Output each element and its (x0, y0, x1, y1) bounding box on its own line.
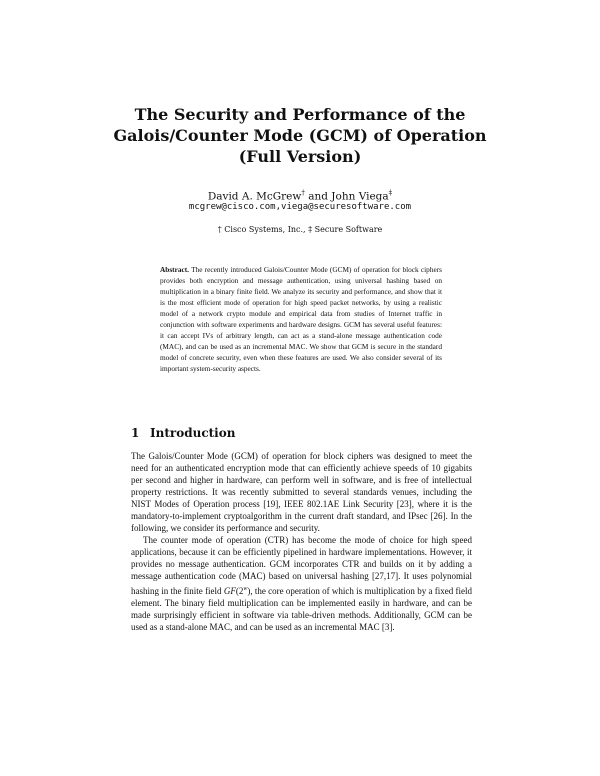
author-1-mark: † (301, 189, 305, 197)
abstract-label: Abstract. (160, 265, 189, 274)
author-2-mark: ‡ (388, 189, 393, 197)
paper-title (0, 104, 600, 167)
math-paren-open: (2 (235, 585, 244, 596)
section-heading-introduction (131, 426, 491, 440)
math-exponent-w: w (243, 585, 248, 592)
paragraph-1: The Galois/Counter Mode (GCM) of operation for block ciphers was designed to meet the need for an authenticated encryption mode that can efficiently achieve speeds of 10 gigabits per second and higher in hardware, can perform well in software, and is free of intellectual property restrictions. It was recently submitted to several standards venues, including the NIST Modes of Operation process [19], IEEE 802.1AE Link Security [23], where it is the mandatory-to-implement cryptoalgorithm in the current draft standard, and IPsec [26]. In the following, we consider its performance and security. (131, 451, 472, 534)
author-2-name: John Viega (331, 190, 389, 203)
paragraph-2 (131, 534, 472, 632)
author-1-name: David A. McGrew (207, 190, 302, 203)
math-gf: GF (223, 585, 236, 596)
author-conjunction: and (304, 190, 332, 203)
paragraph-2-text-b: , the core operation of which is multiplication by a fixed field element. The binary field multiplication can be implemented easily in hardware, and can be made surprisingly efficient in software via table-driven methods. Additionally, GCM can be used as a stand-alone MAC, and can be used as an incremental MAC [3]. (131, 585, 472, 632)
abstract-text: The recently introduced Galois/Counter Mode (GCM) of operation for block ciphers provides both encryption and message authentication, using universal hashing based on multiplication in a binary finite field. We analyze its security and performance, and show that it is the most efficient mode of operation for high speed packet networks, by using a realistic model of a network crypto module and empirical data from studies of Internet traffic in conjunction with software experiments and hardware designs. GCM has several useful features: it can accept IVs of arbitrary length, can act as a stand-alone message authentication code (MAC), and can be used as an incremental MAC. We show that GCM is secure in the standard model of concrete security, even when these features are used. We also consider several of its important system-security aspects. (160, 265, 442, 373)
title-line-1: The Security and Performance of the (134, 105, 466, 124)
author-affiliations: † Cisco Systems, Inc., ‡ Secure Software (217, 225, 383, 234)
author-emails: mcgrew@cisco.com,viega@securesoftware.com (188, 202, 412, 212)
abstract (160, 265, 442, 375)
introduction-body (131, 450, 472, 633)
section-title: Introduction (150, 426, 236, 440)
paragraph-2-text-a: The counter mode of operation (CTR) has become the mode of choice for high speed applications, because it can be efficiently pipelined in hardware implementations. However, it provides no message authentication. GCM incorporates CTR and builds on it by adding a message authentication code (MAC) based on universal hashing [27,17]. It uses polynomial hashing in the finite field (131, 535, 472, 596)
title-line-3: (Full Version) (238, 147, 362, 166)
title-line-2: Galois/Counter Mode (GCM) of Operation (113, 126, 487, 145)
section-number: 1 (131, 426, 140, 440)
math-paren-close: ) (247, 585, 251, 596)
